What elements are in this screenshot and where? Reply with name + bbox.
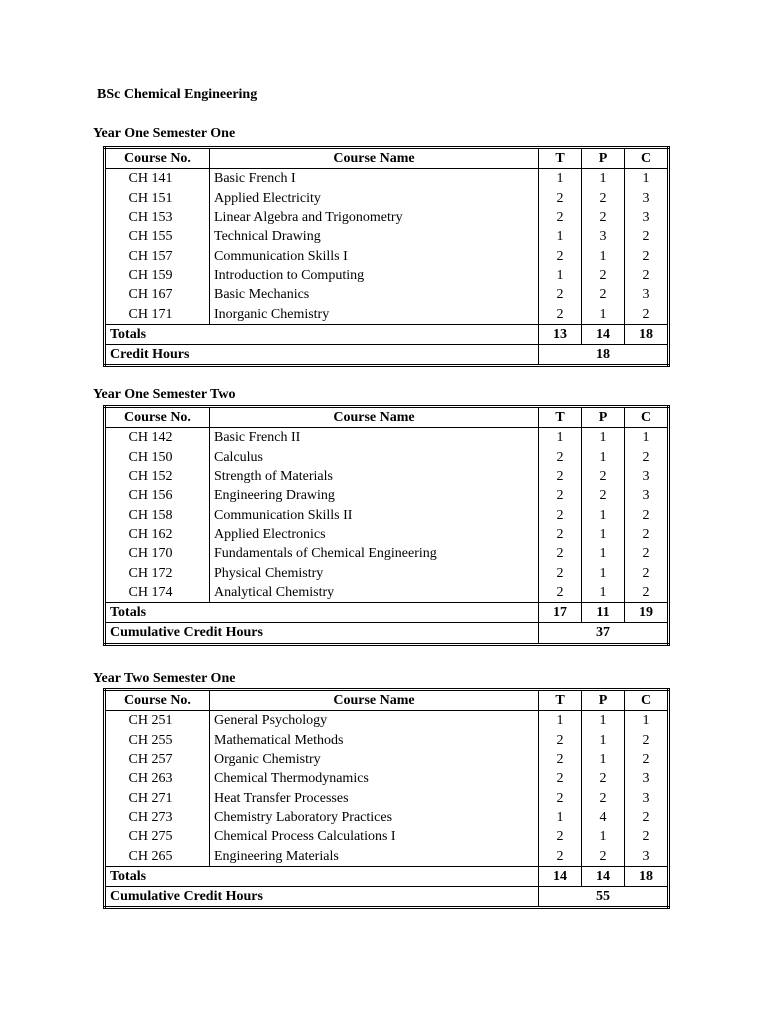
header-p: P	[582, 148, 625, 169]
totals-theory: 14	[539, 866, 582, 886]
practical-hours: 3	[582, 227, 625, 246]
totals-row	[105, 324, 669, 344]
table-row	[105, 731, 669, 750]
credits: 3	[642, 771, 650, 787]
header-p: P	[582, 690, 625, 711]
table-row	[105, 285, 669, 304]
course-number: CH 257	[105, 750, 210, 769]
course-name: Calculus	[210, 448, 539, 467]
theory-hours: 1	[539, 428, 582, 448]
practical-hours: 1	[582, 750, 625, 769]
totals-practical: 14	[582, 324, 625, 344]
theory-hours: 2	[539, 208, 582, 227]
semester-heading: Year One Semester One	[93, 126, 236, 141]
practical-hours: 2	[582, 208, 625, 227]
practical-hours: 1	[582, 169, 625, 189]
theory-hours: 2	[539, 827, 582, 846]
theory-hours: 2	[539, 544, 582, 563]
theory-hours: 1	[539, 227, 582, 246]
totals-label: Totals	[105, 324, 539, 344]
table-header-row	[105, 690, 669, 711]
course-name: Technical Drawing	[210, 227, 539, 246]
course-name: Chemical Process Calculations I	[210, 827, 539, 846]
practical-hours: 1	[582, 583, 625, 603]
course-number: CH 142	[105, 428, 210, 448]
practical-hours: 1	[582, 731, 625, 750]
course-number: CH 251	[105, 711, 210, 731]
course-name: Engineering Materials	[210, 846, 539, 866]
totals-label: Totals	[105, 602, 539, 622]
theory-hours: 2	[539, 505, 582, 524]
course-name: Introduction to Computing	[210, 266, 539, 285]
course-name: Communication Skills II	[210, 505, 539, 524]
course-name: Chemistry Laboratory Practices	[210, 808, 539, 827]
header-course-no: Course No.	[105, 690, 210, 711]
theory-hours: 2	[539, 583, 582, 603]
theory-hours: 2	[539, 846, 582, 866]
table-row	[105, 769, 669, 788]
course-number: CH 150	[105, 448, 210, 467]
theory-hours: 2	[539, 525, 582, 544]
table-row	[105, 227, 669, 246]
practical-hours: 1	[582, 525, 625, 544]
course-name: Applied Electronics	[210, 525, 539, 544]
course-name: Organic Chemistry	[210, 750, 539, 769]
table-row	[105, 428, 669, 448]
course-name: Engineering Drawing	[210, 486, 539, 505]
course-number: CH 171	[105, 304, 210, 324]
credits: 2	[642, 732, 650, 748]
course-number: CH 174	[105, 583, 210, 603]
credits: 2	[642, 546, 650, 562]
header-t: T	[539, 690, 582, 711]
course-name: Fundamentals of Chemical Engineering	[210, 544, 539, 563]
course-number: CH 141	[105, 169, 210, 189]
credits: 2	[642, 267, 650, 283]
theory-hours: 2	[539, 285, 582, 304]
table-row	[105, 246, 669, 265]
credits: 2	[642, 829, 650, 845]
table-row	[105, 583, 669, 603]
semester-heading: Year One Semester Two	[93, 387, 236, 402]
course-number: CH 157	[105, 246, 210, 265]
credit-hours-label: Cumulative Credit Hours	[105, 886, 539, 907]
credits: 1	[642, 171, 650, 187]
credits: 3	[642, 488, 650, 504]
header-course-name: Course Name	[210, 407, 539, 428]
course-number: CH 155	[105, 227, 210, 246]
course-number: CH 156	[105, 486, 210, 505]
table-row	[105, 208, 669, 227]
table-row	[105, 563, 669, 582]
credit-hours-value: 55	[539, 886, 669, 907]
credits: 2	[642, 565, 650, 581]
course-table	[103, 405, 670, 646]
document-title: BSc Chemical Engineering	[97, 87, 258, 102]
course-name: Applied Electricity	[210, 189, 539, 208]
theory-hours: 2	[539, 246, 582, 265]
credit-hours-value: 18	[539, 344, 669, 365]
credits: 2	[642, 809, 650, 825]
course-name: Physical Chemistry	[210, 563, 539, 582]
credits: 3	[642, 469, 650, 485]
theory-hours: 2	[539, 731, 582, 750]
credits: 3	[642, 287, 650, 303]
credit-hours-row	[105, 623, 669, 644]
theory-hours: 2	[539, 467, 582, 486]
table-header-row	[105, 407, 669, 428]
table-row	[105, 827, 669, 846]
header-p: P	[582, 407, 625, 428]
theory-hours: 1	[539, 808, 582, 827]
practical-hours: 1	[582, 544, 625, 563]
theory-hours: 1	[539, 169, 582, 189]
theory-hours: 2	[539, 189, 582, 208]
table-row	[105, 544, 669, 563]
totals-theory: 17	[539, 602, 582, 622]
header-course-name: Course Name	[210, 690, 539, 711]
header-course-no: Course No.	[105, 407, 210, 428]
table-row	[105, 169, 669, 189]
theory-hours: 2	[539, 788, 582, 807]
course-number: CH 271	[105, 788, 210, 807]
practical-hours: 2	[582, 788, 625, 807]
practical-hours: 1	[582, 563, 625, 582]
header-c: C	[625, 148, 669, 169]
credits: 2	[642, 507, 650, 523]
totals-practical: 14	[582, 866, 625, 886]
table-row	[105, 467, 669, 486]
credit-hours-label: Credit Hours	[105, 344, 539, 365]
theory-hours: 2	[539, 769, 582, 788]
course-name: General Psychology	[210, 711, 539, 731]
practical-hours: 2	[582, 189, 625, 208]
practical-hours: 1	[582, 827, 625, 846]
header-t: T	[539, 407, 582, 428]
practical-hours: 2	[582, 769, 625, 788]
course-table	[103, 146, 670, 367]
totals-row	[105, 866, 669, 886]
totals-label: Totals	[105, 866, 539, 886]
course-number: CH 167	[105, 285, 210, 304]
practical-hours: 2	[582, 285, 625, 304]
table-row	[105, 448, 669, 467]
credit-hours-row	[105, 344, 669, 365]
credit-hours-label: Cumulative Credit Hours	[105, 623, 539, 644]
course-number: CH 265	[105, 846, 210, 866]
table-row	[105, 189, 669, 208]
course-name: Basic French I	[210, 169, 539, 189]
table-header-row	[105, 148, 669, 169]
course-number: CH 159	[105, 266, 210, 285]
credits: 2	[642, 584, 650, 600]
credits: 3	[642, 848, 650, 864]
course-name: Strength of Materials	[210, 467, 539, 486]
credits: 2	[642, 229, 650, 245]
practical-hours: 4	[582, 808, 625, 827]
credits: 3	[642, 210, 650, 226]
course-name: Analytical Chemistry	[210, 583, 539, 603]
credit-hours-value: 37	[539, 623, 669, 644]
table-row	[105, 750, 669, 769]
practical-hours: 1	[582, 304, 625, 324]
credits: 3	[642, 790, 650, 806]
course-number: CH 151	[105, 189, 210, 208]
course-number: CH 273	[105, 808, 210, 827]
theory-hours: 1	[539, 266, 582, 285]
table-row	[105, 304, 669, 324]
theory-hours: 2	[539, 563, 582, 582]
credits: 2	[642, 306, 650, 322]
header-c: C	[625, 407, 669, 428]
credits: 2	[642, 526, 650, 542]
practical-hours: 1	[582, 448, 625, 467]
course-name: Basic French II	[210, 428, 539, 448]
header-t: T	[539, 148, 582, 169]
semester-heading: Year Two Semester One	[93, 671, 236, 686]
totals-credits: 19	[625, 602, 669, 622]
course-number: CH 275	[105, 827, 210, 846]
practical-hours: 2	[582, 266, 625, 285]
header-course-no: Course No.	[105, 148, 210, 169]
table-row	[105, 711, 669, 731]
credits: 1	[642, 713, 650, 729]
practical-hours: 2	[582, 486, 625, 505]
header-c: C	[625, 690, 669, 711]
theory-hours: 2	[539, 750, 582, 769]
table-row	[105, 505, 669, 524]
course-name: Basic Mechanics	[210, 285, 539, 304]
course-name: Linear Algebra and Trigonometry	[210, 208, 539, 227]
credits: 1	[642, 430, 650, 446]
table-row	[105, 808, 669, 827]
practical-hours: 1	[582, 711, 625, 731]
totals-credits: 18	[625, 324, 669, 344]
course-number: CH 153	[105, 208, 210, 227]
course-name: Chemical Thermodynamics	[210, 769, 539, 788]
credits: 3	[642, 190, 650, 206]
course-number: CH 170	[105, 544, 210, 563]
practical-hours: 1	[582, 505, 625, 524]
table-row	[105, 486, 669, 505]
course-name: Heat Transfer Processes	[210, 788, 539, 807]
theory-hours: 2	[539, 304, 582, 324]
course-number: CH 172	[105, 563, 210, 582]
table-row	[105, 525, 669, 544]
table-row	[105, 266, 669, 285]
course-number: CH 162	[105, 525, 210, 544]
course-name: Inorganic Chemistry	[210, 304, 539, 324]
theory-hours: 2	[539, 486, 582, 505]
totals-row	[105, 602, 669, 622]
course-number: CH 255	[105, 731, 210, 750]
practical-hours: 2	[582, 846, 625, 866]
totals-credits: 18	[625, 866, 669, 886]
course-table	[103, 688, 670, 909]
theory-hours: 1	[539, 711, 582, 731]
header-course-name: Course Name	[210, 148, 539, 169]
practical-hours: 1	[582, 246, 625, 265]
table-row	[105, 788, 669, 807]
course-number: CH 263	[105, 769, 210, 788]
totals-practical: 11	[582, 602, 625, 622]
theory-hours: 2	[539, 448, 582, 467]
course-name: Mathematical Methods	[210, 731, 539, 750]
totals-theory: 13	[539, 324, 582, 344]
course-name: Communication Skills I	[210, 246, 539, 265]
course-number: CH 158	[105, 505, 210, 524]
practical-hours: 2	[582, 467, 625, 486]
credits: 2	[642, 449, 650, 465]
credit-hours-row	[105, 886, 669, 907]
practical-hours: 1	[582, 428, 625, 448]
credits: 2	[642, 248, 650, 264]
table-row	[105, 846, 669, 866]
course-number: CH 152	[105, 467, 210, 486]
credits: 2	[642, 752, 650, 768]
